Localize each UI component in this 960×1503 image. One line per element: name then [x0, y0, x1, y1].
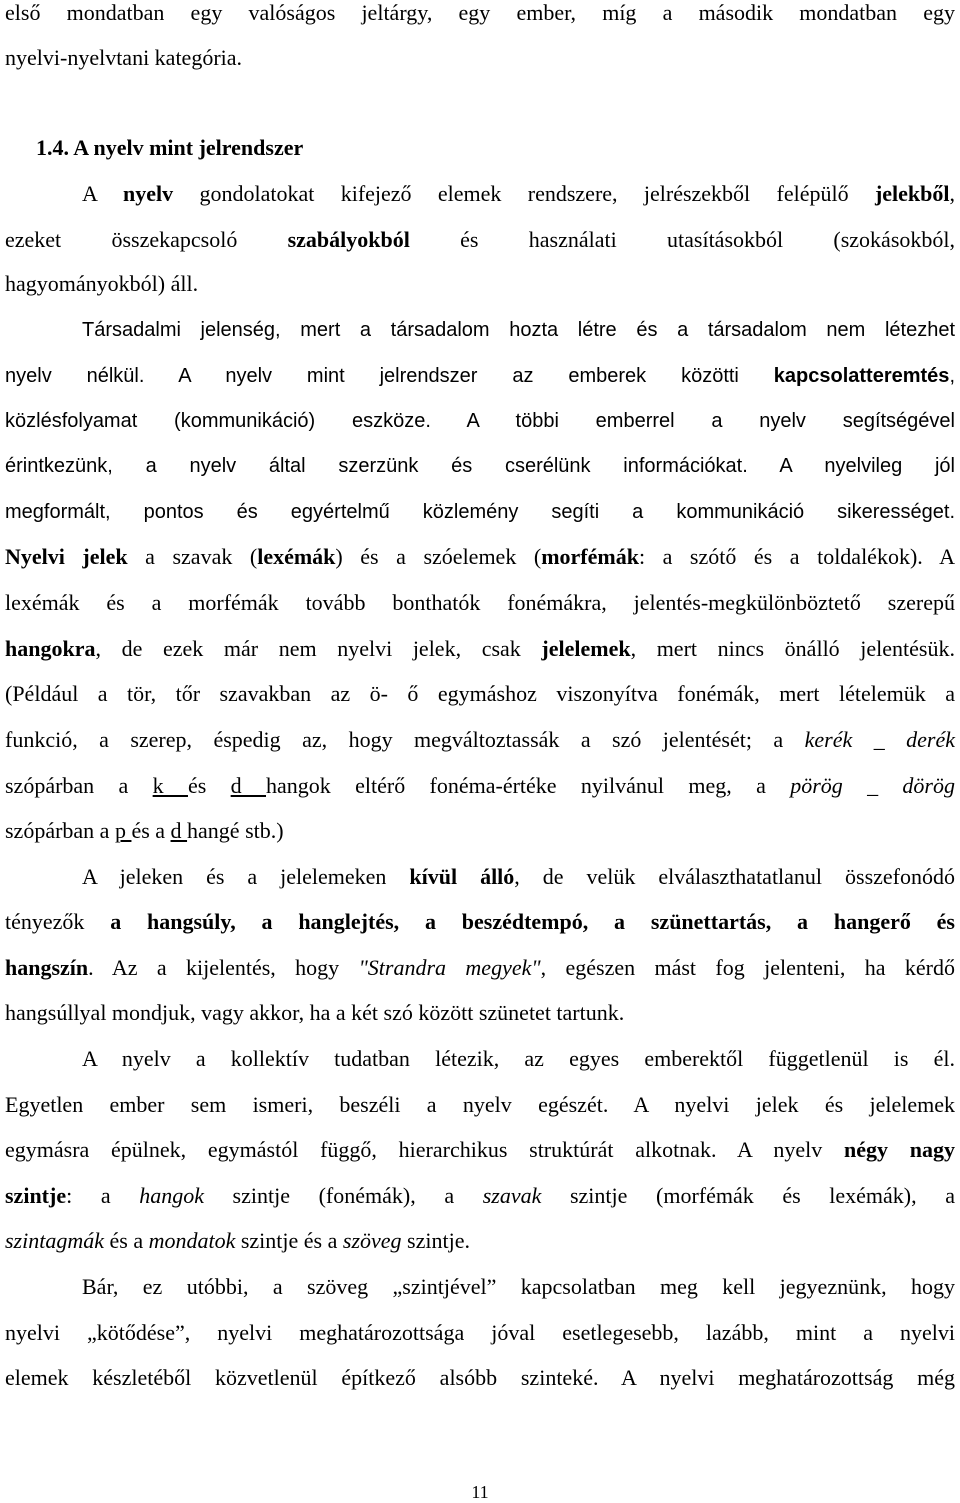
text-line	[5, 1183, 955, 1209]
text-run: jelelemek	[541, 636, 631, 661]
text-run: és	[187, 773, 231, 798]
text-line	[5, 636, 955, 662]
text-run: és a	[104, 1228, 149, 1253]
text-run: jelekből	[874, 181, 950, 206]
text-line	[82, 1046, 955, 1072]
text-line	[82, 864, 955, 890]
text-run: , de ezek már nem nyelvi jelek, csak	[95, 636, 542, 661]
text-line	[5, 408, 955, 434]
text-run: a hangsúly, a hanglejtés, a beszédtempó, a szünettartás, a hangerő és	[110, 909, 955, 934]
text-line	[5, 499, 955, 525]
text-run: Egyetlen ember sem ismeri, beszéli a nyelv egészét. A nyelvi jelek és jelelemek	[5, 1092, 955, 1117]
text-run: kerék _ derék	[804, 727, 955, 752]
text-line	[5, 271, 955, 297]
text-run: szintje és a	[235, 1228, 343, 1253]
text-run: szintje.	[401, 1228, 470, 1253]
text-run: érintkezünk, a nyelv által szerzünk és cserélünk információkat. A nyelvileg jól	[5, 455, 955, 477]
text-line	[5, 1365, 955, 1391]
text-run: d	[170, 818, 188, 843]
text-run: szópárban a	[5, 773, 153, 798]
text-run: és a	[131, 818, 171, 843]
text-run: "Strandra megyek"	[358, 955, 541, 980]
text-run: (Például a tör, tőr szavakban az ö- ő egymáshoz viszonyítva fonémák, mert lételemük a	[5, 681, 955, 706]
text-line	[5, 590, 955, 616]
text-run: Bár, ez utóbbi, a szöveg „szintjével” kapcsolatban meg kell jegyeznünk, hogy	[82, 1274, 955, 1299]
text-line	[5, 1137, 955, 1163]
text-run: elemek készletéből közvetlenül építkező alsóbb szinteké. A nyelvi meghatározottság még	[5, 1365, 955, 1390]
text-run: hangé stb.)	[187, 818, 284, 843]
text-run: nyelvi „kötődése”, nyelvi meghatározottsága jóval esetlegesebb, lazább, mint a nyelvi	[5, 1320, 955, 1345]
text-run: négy nagy	[844, 1137, 955, 1162]
text-line	[5, 544, 955, 570]
text-run: ) és a szóelemek (	[335, 544, 542, 569]
text-run: hangok	[139, 1183, 204, 1208]
text-run: , egészen mást fog jelenteni, ha kérdő	[540, 955, 955, 980]
text-line	[5, 45, 955, 71]
text-line	[5, 1228, 955, 1254]
text-line	[5, 227, 955, 253]
text-run: hagyományokból) áll.	[5, 271, 199, 296]
text-line	[5, 909, 955, 935]
text-run: első mondatban egy valóságos jeltárgy, egy ember, míg a második mondatban egy	[5, 0, 955, 25]
text-run: szöveg	[342, 1228, 402, 1253]
text-run: . Az a kijelentés, hogy	[88, 955, 359, 980]
text-line	[5, 1320, 955, 1346]
text-run: kapcsolatteremtés	[773, 365, 950, 387]
text-run: nyelvi-nyelvtani kategória.	[5, 45, 243, 70]
text-run: : a	[66, 1183, 140, 1208]
text-line	[5, 727, 955, 753]
text-run: szintagmák	[5, 1228, 104, 1253]
text-run: funkció, a szerep, éspedig az, hogy megváltoztassák a szó jelentését; a	[5, 727, 805, 752]
text-run: tényezők	[5, 909, 111, 934]
text-line	[82, 1274, 955, 1300]
text-run: kívül álló	[409, 864, 515, 889]
text-run: és használati utasításokból (szokásokból,	[409, 227, 955, 252]
text-line	[5, 363, 955, 389]
text-run: hangsúllyal mondjuk, vagy akkor, ha a két szó között szünetet tartunk.	[5, 1000, 625, 1025]
text-run: szintje	[5, 1183, 67, 1208]
text-run: megformált, pontos és egyértelmű közlemény segíti a kommunikáció sikerességet.	[5, 501, 955, 523]
text-run: közlésfolyamat (kommunikáció) eszköze. A többi emberrel a nyelv segítségével	[5, 410, 955, 432]
text-line	[82, 181, 955, 207]
text-run: k	[152, 773, 188, 798]
text-run: , de velük elválaszthatatlanul összefonódó	[514, 864, 955, 889]
text-run: hangszín	[5, 955, 89, 980]
text-run: : a szótő és a toldalékok). A	[638, 544, 955, 569]
text-run: lexémák és a morfémák tovább bonthatók fonémákra, jelentés-megkülönböztető szerepű	[5, 590, 955, 615]
text-run: p	[114, 818, 132, 843]
text-run: szintje (morfémák és lexémák), a	[541, 1183, 955, 1208]
text-run: szópárban a	[5, 818, 115, 843]
text-line	[5, 1092, 955, 1118]
text-run: , mert nincs önálló jelentésük.	[630, 636, 955, 661]
text-line	[82, 317, 955, 343]
page-number: 11	[471, 1482, 489, 1502]
text-run: mondatok	[148, 1228, 236, 1253]
text-run: A jeleken és a jelelemeken	[82, 864, 410, 889]
text-run: ,	[949, 365, 955, 387]
text-run: hangokra	[5, 636, 96, 661]
text-line	[5, 1000, 955, 1026]
text-run: Nyelvi jelek	[5, 544, 128, 569]
text-run: szintje (fonémák), a	[203, 1183, 483, 1208]
text-run: morfémák	[541, 544, 639, 569]
text-line	[5, 773, 955, 799]
text-run: Társadalmi jelenség, mert a társadalom hozta létre és a társadalom nem létezhet	[82, 319, 955, 341]
text-run: szavak	[482, 1183, 542, 1208]
text-run: a szavak (	[127, 544, 258, 569]
text-run: A nyelv a kollektív tudatban létezik, az egyes emberektől függetlenül is él.	[82, 1046, 955, 1071]
text-run: lexémák	[257, 544, 336, 569]
text-line	[5, 818, 955, 844]
text-line	[5, 0, 955, 26]
text-run: szabályokból	[287, 227, 410, 252]
text-run: hangok eltérő fonéma-értéke nyilvánul meg, a	[266, 773, 791, 798]
text-run: d	[230, 773, 266, 798]
text-run: A	[82, 181, 124, 206]
text-run: nyelv nélkül. A nyelv mint jelrendszer az emberek közötti	[5, 365, 774, 387]
text-line	[5, 453, 955, 479]
text-run: pörög _ dörög	[790, 773, 955, 798]
text-run: egymásra épülnek, egymástól függő, hierarchikus struktúrát alkotnak. A nyelv	[5, 1137, 845, 1162]
section-heading: 1.4. A nyelv mint jelrendszer	[36, 135, 304, 160]
text-run: gondolatokat kifejező elemek rendszere, jelrészekből felépülő	[173, 181, 875, 206]
text-run: ezeket összekapcsoló	[5, 227, 288, 252]
text-run: ,	[949, 181, 955, 206]
text-line	[5, 955, 955, 981]
text-line	[5, 681, 955, 707]
text-run: nyelv	[123, 181, 174, 206]
